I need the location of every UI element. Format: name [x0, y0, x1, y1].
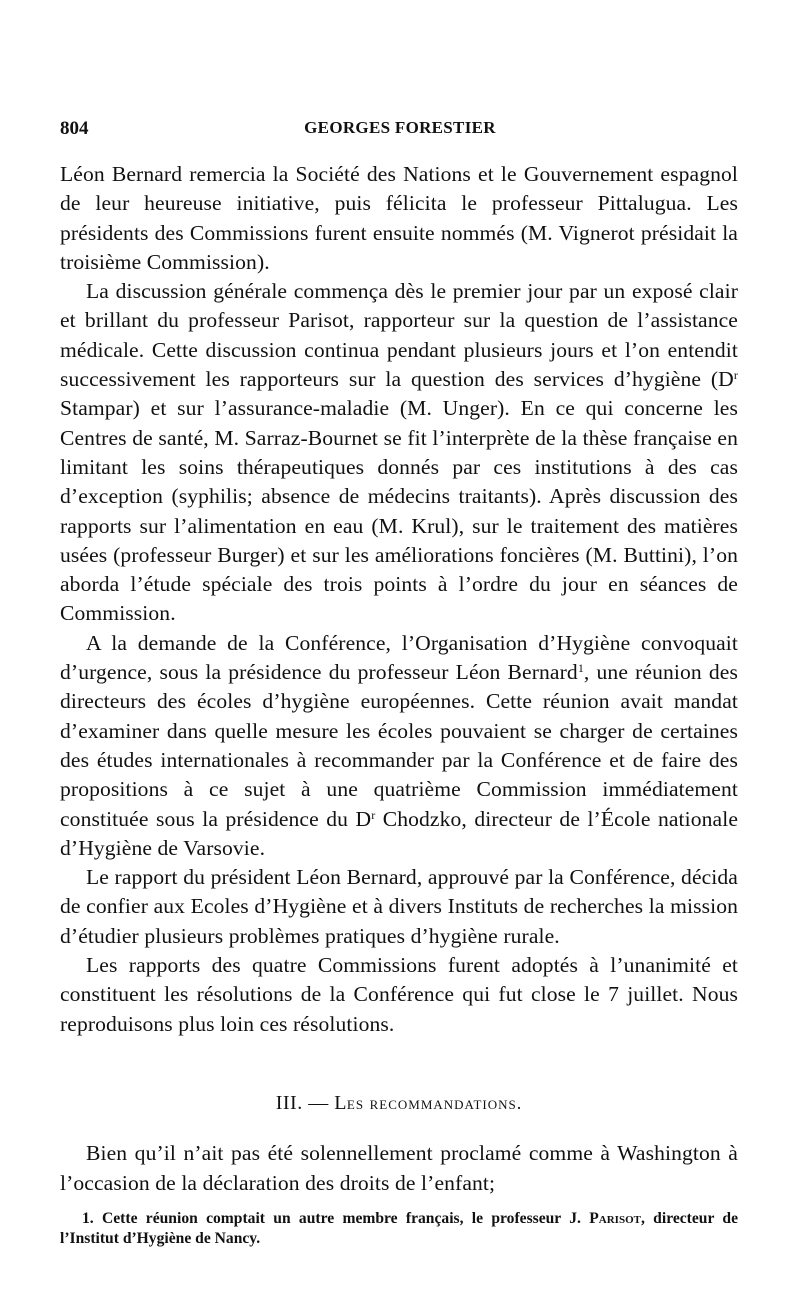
paragraph-3-part-b: , une réunion des directeurs des écoles d’hygiène européennes. Cette réunion avait mandat d’examiner dans quelle mesure les écoles pouvaient se charger de certaines des études internationales à recommander par la Conférence et de faire des propositions à ce sujet à une quatrième Commission immédiatement constituée sous la présidence du D [60, 660, 738, 831]
page-header [60, 118, 740, 144]
body-text [60, 160, 738, 1039]
footnote-number: 1. [82, 1210, 102, 1227]
paragraph-3-part-c: Chodzko, directeur de l’École nationale d’Hygiène de Varsovie. [60, 806, 738, 860]
section-number: III. — [275, 1092, 335, 1114]
paragraph-6: Bien qu’il n’ait pas été solennellement proclamé comme à Washington à l’occasion de la déclaration des droits de l’enfant; [60, 1141, 738, 1195]
paragraph-5: Les rapports des quatre Commissions furent adoptés à l’unanimité et constituent les résolutions de la Conférence qui fut close le 7 juillet. Nous reproduisons plus loin ces résolutions. [60, 953, 738, 1036]
paragraph-1: Léon Bernard remercia la Société des Nations et le Gouvernement espagnol de leur heureuse initiative, puis félicita le professeur Pittalugua. Les présidents des Commissions furent ensuite nommés (M. Vignerot présidait la troisième Commission). [60, 162, 738, 274]
closing-text [60, 1138, 738, 1198]
running-head: GEORGES FORESTIER [304, 118, 496, 137]
doctor-abbrev-superscript: r [371, 807, 376, 822]
footnote-text-b: , directeur de l’Institut d’Hygiène de Nancy. [60, 1210, 738, 1247]
section-title-initial: L [334, 1092, 347, 1114]
paragraph-2 [60, 277, 738, 629]
footnote-reference[interactable]: 1 [577, 661, 584, 676]
footnote-text-a: Cette réunion comptait un autre membre français, le professeur J. [102, 1210, 590, 1227]
paragraph-4: Le rapport du président Léon Bernard, approuvé par la Conférence, décida de confier aux Ecoles d’Hygiène et à divers Instituts de recherches la mission d’étudier plusieurs problèmes pratiques d’hygiène rurale. [60, 865, 738, 948]
footnote [60, 1209, 738, 1249]
paragraph-3 [60, 629, 738, 863]
paragraph-3-part-a: A la demande de la Conférence, l’Organisation d’Hygiène convoquait d’urgence, sous la présidence du professeur Léon Bernard [60, 630, 738, 685]
paragraph-2-part-a: La discussion générale commença dès le premier jour par un exposé clair et brillant du professeur Parisot, rapporteur sur la question de l’assistance médicale. Cette discussion continua pendant plusieurs jours et l’on entendit successivement les rapporteurs sur la question des services d’hygiène (D [60, 279, 738, 392]
paragraph-2-part-b: Stampar) et sur l’assurance-maladie (M. Unger). En ce qui concerne les Centres de santé, M. Sarraz-Bournet se fit l’interprète de la thèse française en limitant les soins thérapeutiques donnés par ces institutions à des cas d’exception (syphilis; absence de médecins traitants). Après discussion des rapports sur l’alimentation en eau (M. Krul), sur le traitement des matières usées (professeur Burger) et sur les améliorations foncières (M. Buttini), l’on aborda l’étude spéciale des trois points à l’ordre du jour en séances de Commission. [60, 396, 738, 626]
section-heading [60, 1092, 738, 1115]
section-title: es recommandations. [346, 1093, 523, 1113]
footnote-name: Parisot [589, 1210, 641, 1227]
doctor-abbrev-superscript: r [733, 368, 738, 383]
page-number: 804 [60, 118, 89, 139]
